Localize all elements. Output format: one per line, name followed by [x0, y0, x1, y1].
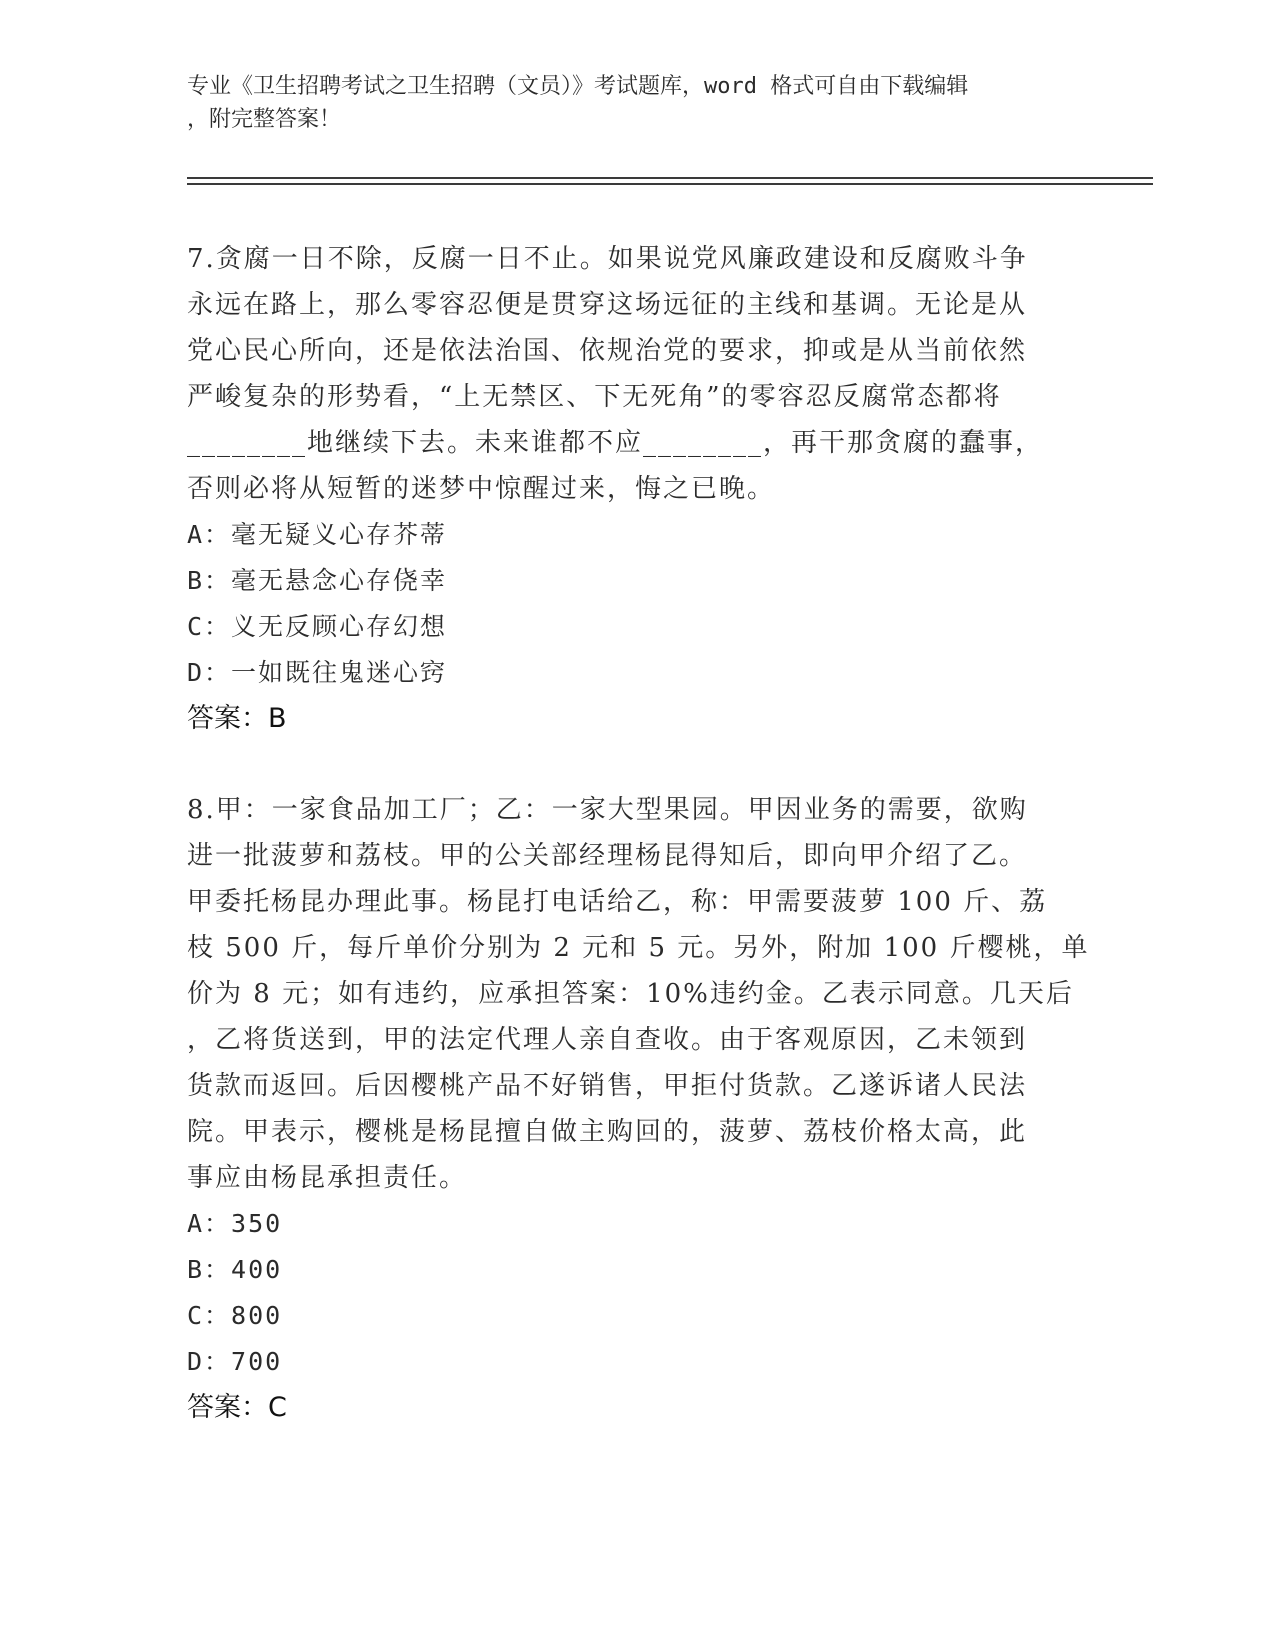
answer-option: A：350 [187, 1209, 283, 1238]
question-stem-line: 党心民心所向，还是依法治国、依规治党的要求，抑或是从当前依然 [187, 336, 1028, 366]
question-stem-line: 甲委托杨昆办理此事。杨昆打电话给乙，称：甲需要菠萝 100 斤、荔 [187, 887, 1048, 917]
question-block [187, 236, 1087, 742]
question-stem-line: 价为 8 元；如有违约，应承担答案：10%违约金。乙表示同意。几天后 [187, 979, 1074, 1009]
answer-option: B：毫无悬念心存侥幸 [187, 566, 448, 595]
header-line: ，附完整答案！ [187, 107, 342, 132]
document-header [187, 70, 1087, 136]
question-stem-line: 严峻复杂的形势看，“上无禁区、下无死角”的零容忍反腐常态都将 [187, 382, 1002, 412]
answer-option: C：义无反顾心存幻想 [187, 612, 448, 641]
answer-option: D：700 [187, 1347, 283, 1376]
question-stem-line: 7.贪腐一日不除，反腐一日不止。如果说党风廉政建设和反腐败斗争 [187, 244, 1028, 274]
question-stem-line: 货款而返回。后因樱桃产品不好销售，甲拒付货款。乙遂诉诸人民法 [187, 1071, 1028, 1101]
question-block [187, 787, 1090, 1431]
header-line: 专业《卫生招聘考试之卫生招聘（文员）》考试题库，word 格式可自由下载编辑 [187, 74, 969, 99]
correct-answer: 答案：C [187, 1392, 287, 1423]
question-stem-line: ________地继续下去。未来谁都不应________，再干那贪腐的蠢事， [187, 428, 1044, 458]
answer-option: A：毫无疑义心存芥蒂 [187, 520, 448, 549]
question-stem-line: 永远在路上，那么零容忍便是贯穿这场远征的主线和基调。无论是从 [187, 290, 1028, 320]
answer-option: C：800 [187, 1301, 283, 1330]
answer-option: B：400 [187, 1255, 283, 1284]
question-stem-line: 枝 500 斤，每斤单价分别为 2 元和 5 元。另外，附加 100 斤樱桃，单 [187, 933, 1090, 963]
question-stem-line: 事应由杨昆承担责任。 [187, 1163, 468, 1193]
question-stem-line: 进一批菠萝和荔枝。甲的公关部经理杨昆得知后，即向甲介绍了乙。 [187, 841, 1028, 871]
question-stem-line: 否则必将从短暂的迷梦中惊醒过来，悔之已晚。 [187, 474, 776, 504]
header-divider [187, 183, 1153, 185]
correct-answer: 答案：B [187, 703, 287, 734]
question-stem-line: ，乙将货送到，甲的法定代理人亲自查收。由于客观原因，乙未领到 [187, 1025, 1028, 1055]
answer-option: D：一如既往鬼迷心窍 [187, 658, 448, 687]
question-stem-line: 院。甲表示，樱桃是杨昆擅自做主购回的，菠萝、荔枝价格太高，此 [187, 1117, 1028, 1147]
question-stem-line: 8.甲：一家食品加工厂；乙：一家大型果园。甲因业务的需要，欲购 [187, 795, 1028, 825]
header-divider [187, 177, 1153, 179]
